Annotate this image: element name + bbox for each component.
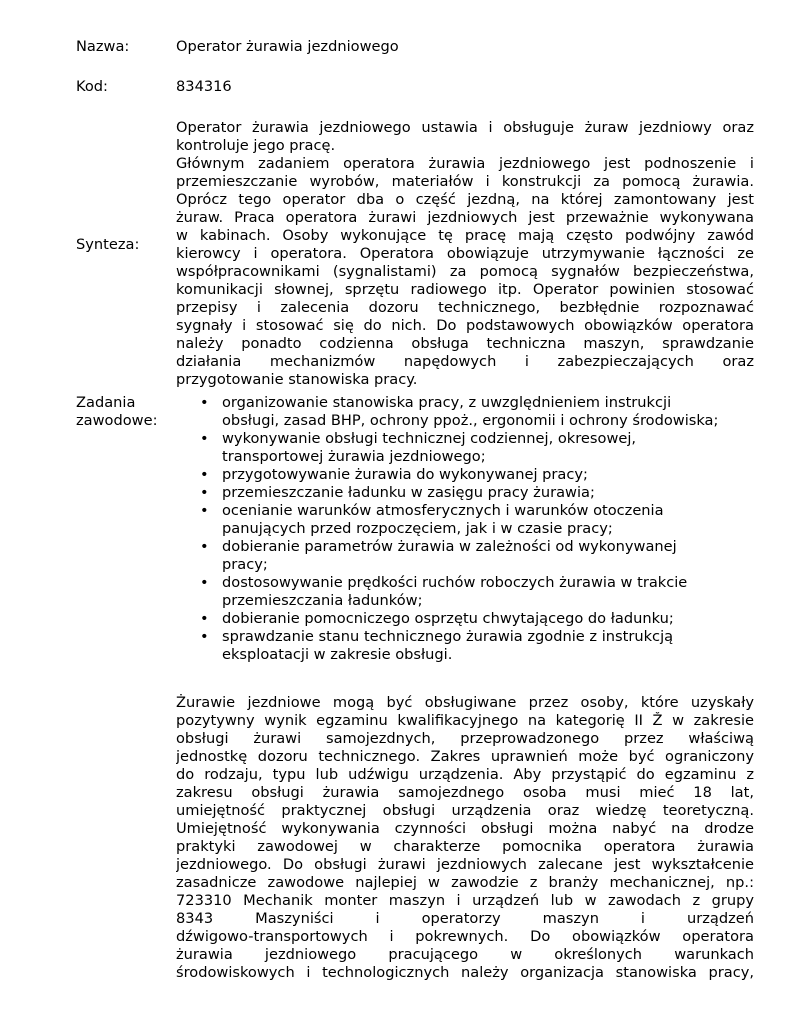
synteza-line: sygnały i stosować się do nich. Do podstawowych obowiązków operatora <box>176 317 754 334</box>
kwalifikacje-line: 723310 Mechanik monter maszyn i urządzeń lub w zawodach z grupy <box>176 892 754 909</box>
kod-value: 834316 <box>176 78 232 95</box>
synteza-text <box>176 119 754 389</box>
bullet-icon: • <box>200 484 209 501</box>
bullet-icon: • <box>200 610 209 627</box>
kwalifikacje-line: dźwigowo-transportowych i pokrewnych. Do obowiązków operatora <box>176 928 754 945</box>
kwalifikacje-line: zasadnicze zawodowe najlepiej w zawodzie z branży mechanicznej, np.: <box>176 874 754 891</box>
list-item: • sprawdzanie stanu technicznego żurawia zgodnie z instrukcją eksploatacji w zakresie obsługi. <box>200 628 674 663</box>
kwalifikacje-line: zakresu obsługi żurawia samojezdnego osoba musi mieć 18 lat, <box>176 784 754 801</box>
kwalifikacje-line: umiejętność praktycznej obsługi urządzenia oraz wiedzę teoretyczną. <box>176 802 754 819</box>
kwalifikacje-line: żurawia jezdniowego pracującego w określonych warunkach <box>176 946 754 963</box>
zadania-list <box>176 394 754 664</box>
list-item: • przygotowywanie żurawia do wykonywanej pracy; <box>200 466 588 483</box>
synteza-line: w kabinach. Osoby wykonujące tę pracę mają często podwójny zawód <box>176 227 754 244</box>
kwalifikacje-line: praktyki zawodowej w charakterze pomocnika operatora żurawia <box>176 838 754 855</box>
list-item: • organizowanie stanowiska pracy, z uwzględnieniem instrukcji obsługi, zasad BHP, ochrony ppoż., ergonomii i ochrony środowiska; <box>200 394 719 429</box>
synteza-label: Synteza: <box>76 236 140 253</box>
synteza-line: współpracownikami (sygnalistami) za pomocą sygnałów bezpieczeństwa, <box>176 263 754 280</box>
synteza-line: kontroluje jego pracę. <box>176 137 336 154</box>
synteza-line: przepisy i zalecenia dozoru technicznego, bezbłędnie rozpoznawać <box>176 299 754 316</box>
bullet-icon: • <box>200 430 209 447</box>
kwalifikacje-line: pozytywny wynik egzaminu kwalifikacyjnego na kategorię II Ž w zakresie <box>176 712 754 729</box>
synteza-line: Głównym zadaniem operatora żurawia jezdniowego jest podnoszenie i <box>176 155 754 172</box>
list-item: • przemieszczanie ładunku w zasięgu pracy żurawia; <box>200 484 595 501</box>
synteza-line: przemieszczanie wyrobów, materiałów i konstrukcji za pomocą żurawia. <box>176 173 754 190</box>
bullet-icon: • <box>200 628 209 645</box>
synteza-line: kierowcy i operatora. Operatora obowiązuje utrzymywanie łączności ze <box>176 245 754 262</box>
list-item: • dostosowywanie prędkości ruchów roboczych żurawia w trakcie przemieszczania ładunków; <box>200 574 688 609</box>
list-item: • dobieranie pomocniczego osprzętu chwytającego do ładunku; <box>200 610 674 627</box>
synteza-line: działania mechanizmów napędowych i zabezpieczających oraz <box>176 353 754 370</box>
kwalifikacje-line: do rodzaju, typu lub udźwigu urządzenia. Aby przystąpić do egzaminu z <box>176 766 754 783</box>
bullet-icon: • <box>200 394 209 411</box>
kwalifikacje-line: środowiskowych i technologicznych należy organizacja stanowiska pracy, <box>176 964 754 981</box>
kwalifikacje-line: Żurawie jezdniowe mogą być obsługiwane przez osoby, które uzyskały <box>176 694 754 711</box>
kwalifikacje-line: Umiejętność wykonywania czynności obsługi można nabyć na drodze <box>176 820 754 837</box>
zadania-label: Zadania zawodowe: <box>76 394 158 429</box>
synteza-line: Operator żurawia jezdniowego ustawia i obsługuje żuraw jezdniowy oraz <box>176 119 754 136</box>
synteza-line: Oprócz tego operator dba o część jezdną, na której zamontowany jest <box>176 191 754 208</box>
bullet-icon: • <box>200 574 209 591</box>
kwalifikacje-line: jednostkę dozoru technicznego. Zakres uprawnień może być ograniczony <box>176 748 754 765</box>
synteza-line: przygotowanie stanowiska pracy. <box>176 371 418 388</box>
synteza-line: żuraw. Praca operatora żurawi jezdniowych jest przeważnie wykonywana <box>176 209 754 226</box>
bullet-icon: • <box>200 538 209 555</box>
nazwa-label: Nazwa: <box>76 38 130 55</box>
kwalifikacje-line: jezdniowego. Do obsługi żurawi jezdniowych zalecane jest wykształcenie <box>176 856 754 873</box>
kod-label: Kod: <box>76 78 108 95</box>
synteza-line: komunikacji słownej, sprzętu radiowego itp. Operator powinien stosować <box>176 281 754 298</box>
bullet-icon: • <box>200 466 209 483</box>
list-item: • dobieranie parametrów żurawia w zależności od wykonywanej pracy; <box>200 538 677 573</box>
list-item: • wykonywanie obsługi technicznej codziennej, okresowej, transportowej żurawia jezdniowego; <box>200 430 637 465</box>
bullet-icon: • <box>200 502 209 519</box>
nazwa-value: Operator żurawia jezdniowego <box>176 38 399 55</box>
kwalifikacje-line: obsługi żurawi samojezdnych, przeprowadzonego przez właściwą <box>176 730 754 747</box>
synteza-line: należy ponadto codzienna obsługa techniczna maszyn, sprawdzanie <box>176 335 754 352</box>
kwalifikacje-line: 8343 Maszyniści i operatorzy maszyn i urządzeń <box>176 910 754 927</box>
list-item: • ocenianie warunków atmosferycznych i warunków otoczenia panujących przed rozpoczęciem, jak i w czasie pracy; <box>200 502 664 537</box>
kwalifikacje-text <box>176 694 754 982</box>
